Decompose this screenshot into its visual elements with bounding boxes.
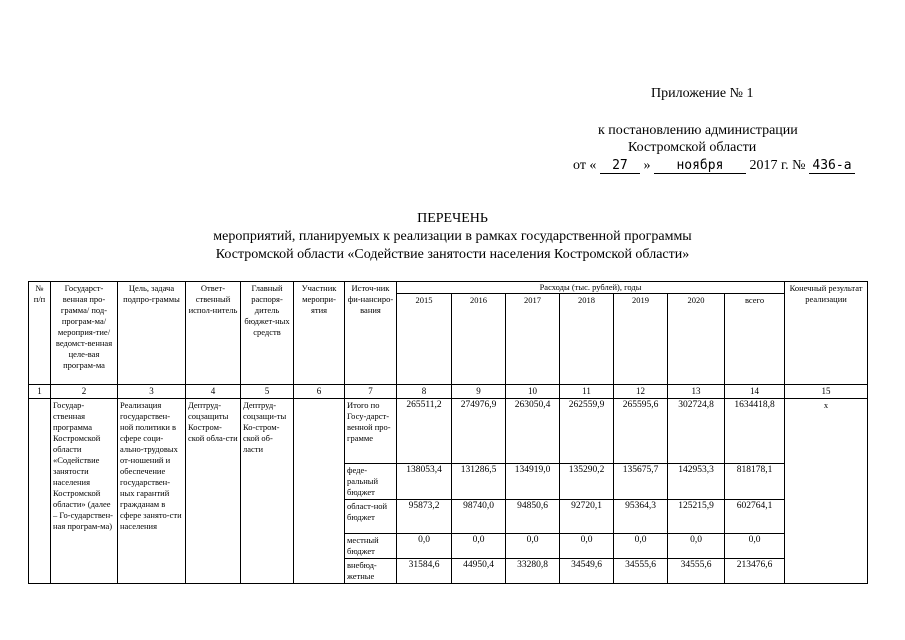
header-result: Конечный результат реализации (785, 282, 868, 385)
column-number: 14 (725, 385, 785, 399)
header-year: 2017 (506, 294, 560, 385)
amount-cell: 134919,0 (506, 464, 560, 500)
column-number: 10 (506, 385, 560, 399)
column-number: 11 (560, 385, 614, 399)
region-line: Костромской области (628, 140, 757, 155)
header-goal: Цель, задача подпро-граммы (118, 282, 186, 385)
header-manager: Главный распоря-дитель бюджет-ных средств (241, 282, 294, 385)
source-label: област-ной бюджет (345, 500, 397, 534)
total-cell: 1634418,8 (725, 399, 785, 464)
source-label: внебюд-жетные (345, 559, 397, 584)
amount-cell: 0,0 (668, 534, 725, 559)
row-participant (294, 399, 345, 584)
amount-cell: 92720,1 (560, 500, 614, 534)
document-title: ПЕРЕЧЕНЬ (417, 211, 488, 226)
amount-cell: 302724,8 (668, 399, 725, 464)
amount-cell: 135675,7 (614, 464, 668, 500)
amount-cell: 0,0 (397, 534, 452, 559)
amount-cell: 125215,9 (668, 500, 725, 534)
table-row (29, 399, 868, 464)
column-number: 4 (186, 385, 241, 399)
row-program: Государ-ственная программа Костромской области «Содействие занятости населения Костромской области» (далее – Го-сударствен-ная програм-ма) (51, 399, 118, 584)
header-source: Источ-ник фи-нансиро-вания (345, 282, 397, 385)
row-responsible: Дептруд-соцзащиты Костром-ской обла-сти (186, 399, 241, 584)
appendix-label: Приложение № 1 (651, 86, 754, 101)
month-value: ноября (654, 158, 746, 174)
header-num: № п/п (29, 282, 51, 385)
header-participant: Участник меропри-ятия (294, 282, 345, 385)
amount-cell: 0,0 (452, 534, 506, 559)
amount-cell: 138053,4 (397, 464, 452, 500)
amount-cell: 44950,4 (452, 559, 506, 584)
total-cell: 818178,1 (725, 464, 785, 500)
total-cell: 602764,1 (725, 500, 785, 534)
source-label: местный бюджет (345, 534, 397, 559)
amount-cell: 95873,2 (397, 500, 452, 534)
header-year: 2018 (560, 294, 614, 385)
amount-cell: 263050,4 (506, 399, 560, 464)
amount-cell: 265511,2 (397, 399, 452, 464)
column-number: 1 (29, 385, 51, 399)
header-year: 2016 (452, 294, 506, 385)
header-year: 2019 (614, 294, 668, 385)
column-number: 6 (294, 385, 345, 399)
quote-close: » (643, 158, 651, 173)
row-result: х (785, 399, 868, 584)
amount-cell: 94850,6 (506, 500, 560, 534)
year-label: 2017 г. № (749, 158, 806, 173)
header-expenses: Расходы (тыс. рублей), годы (397, 282, 785, 294)
amount-cell: 131286,5 (452, 464, 506, 500)
amount-cell: 135290,2 (560, 464, 614, 500)
amount-cell: 142953,3 (668, 464, 725, 500)
amount-cell: 274976,9 (452, 399, 506, 464)
header-total: всего (725, 294, 785, 385)
amount-cell: 265595,6 (614, 399, 668, 464)
amount-cell: 0,0 (614, 534, 668, 559)
amount-cell: 31584,6 (397, 559, 452, 584)
header-year: 2015 (397, 294, 452, 385)
row-number (29, 399, 51, 584)
date-number-line (573, 158, 855, 174)
title-subline-1: мероприятий, планируемых к реализации в рамках государственной программы (213, 229, 692, 244)
column-number: 2 (51, 385, 118, 399)
amount-cell: 34555,6 (668, 559, 725, 584)
day-value: 27 (600, 158, 640, 174)
amount-cell: 33280,8 (506, 559, 560, 584)
measures-table (28, 281, 868, 584)
from-label: от « (573, 158, 597, 173)
column-number: 9 (452, 385, 506, 399)
source-label: феде-ральный бюджет (345, 464, 397, 500)
header-year: 2020 (668, 294, 725, 385)
amount-cell: 34549,6 (560, 559, 614, 584)
amount-cell: 0,0 (506, 534, 560, 559)
amount-cell: 0,0 (560, 534, 614, 559)
column-number: 3 (118, 385, 186, 399)
header-responsible: Ответ-ственный испол-нитель (186, 282, 241, 385)
column-number: 7 (345, 385, 397, 399)
amount-cell: 98740,0 (452, 500, 506, 534)
row-goal: Реализация государствен-ной политики в сфере соци-ально-трудовых от-ношений и обеспечение государствен-ных гарантий гражданам в сфере занято-сти населения (118, 399, 186, 584)
header-program: Государст-венная про-грамма/ под-програм-ма/мероприя-тие/ведомст-венная целе-вая програм-ма (51, 282, 118, 385)
column-number: 5 (241, 385, 294, 399)
amount-cell: 262559,9 (560, 399, 614, 464)
resolution-line: к постановлению администрации (598, 123, 798, 138)
row-manager: Дептруд-соцзащи-ты Ко-стром-ской об-ласти (241, 399, 294, 584)
column-number: 15 (785, 385, 868, 399)
total-cell: 0,0 (725, 534, 785, 559)
column-number: 8 (397, 385, 452, 399)
column-number: 12 (614, 385, 668, 399)
total-cell: 213476,6 (725, 559, 785, 584)
column-number-row (29, 385, 868, 399)
column-number: 13 (668, 385, 725, 399)
amount-cell: 34555,6 (614, 559, 668, 584)
title-subline-2: Костромской области «Содействие занятости населения Костромской области» (215, 247, 690, 262)
amount-cell: 95364,3 (614, 500, 668, 534)
document-number: 436-а (809, 158, 855, 174)
source-label: Итого по Госу-дарст-венной про-грамме (345, 399, 397, 464)
